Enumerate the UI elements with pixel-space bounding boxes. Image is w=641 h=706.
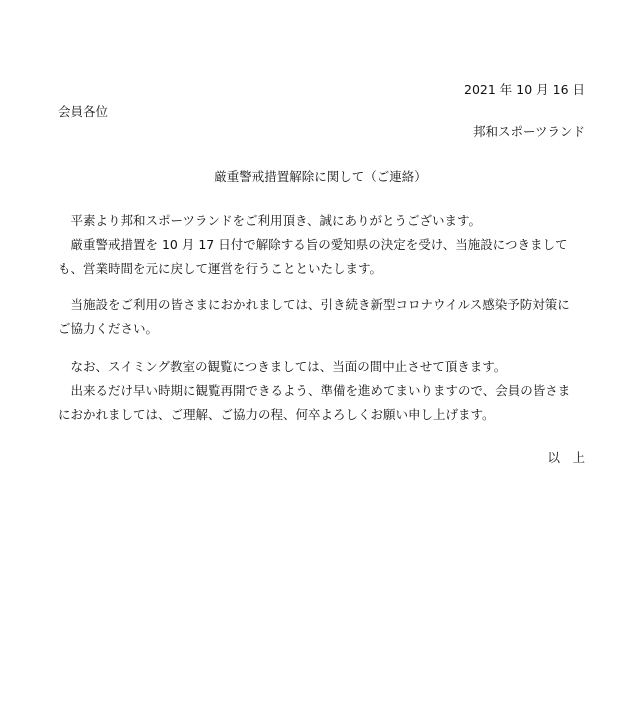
paragraph-2-line-1: 当施設をご利用の皆さまにおかれましては、引き続き新型コロナウイルス感染予防対策に (58, 297, 570, 312)
recipient-line: 会員各位 (58, 104, 109, 119)
document-title: 厳重警戒措置解除に関して（ご連絡） (214, 169, 427, 184)
paragraph-1 (58, 209, 588, 281)
sender-name: 邦和スポーツランド (472, 124, 585, 139)
paragraph-3-line-1: なお、スイミング教室の観覧につきましては、当面の間中止させて頂きます。 (58, 359, 507, 374)
paragraph-3-line-2: 出来るだけ早い時期に観覧再開できるよう、準備を進めてまいりますので、会員の皆さま (58, 383, 571, 398)
closing-mark: 以 上 (547, 450, 585, 465)
document-date: 2021 年 10 月 16 日 (464, 82, 585, 97)
paragraph-1-line-3: も、営業時間を元に戻して運営を行うことといたします。 (58, 261, 383, 276)
paragraph-3-line-3: におかれましては、ご理解、ご協力の程、何卒よろしくお願い申し上げます。 (58, 407, 495, 422)
paragraph-1-line-2: 厳重警戒措置を 10 月 17 日付で解除する旨の愛知県の決定を受け、当施設につきまして (58, 237, 568, 252)
paragraph-2-line-2: ご協力ください。 (58, 321, 159, 336)
paragraph-1-line-1: 平素より邦和スポーツランドをご利用頂き、誠にありがとうございます。 (58, 213, 482, 228)
paragraph-3 (58, 355, 588, 427)
paragraph-2 (58, 293, 588, 341)
